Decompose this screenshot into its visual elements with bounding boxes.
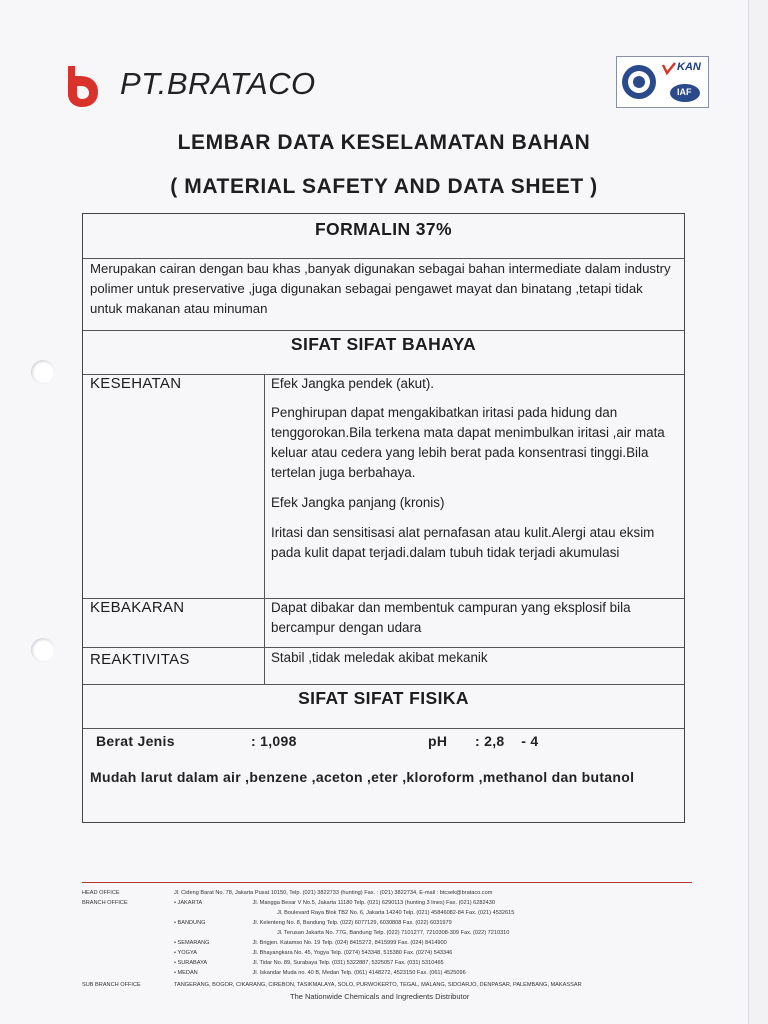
- health-chronic-text: Iritasi dan sensitisasi alat pernafasan atau kulit.Alergi atau eksim pada kulit dapat terjadi.dalam tubuh tidak terjadi akumulasi: [271, 525, 655, 560]
- fire-label: KEBAKARAN: [90, 599, 185, 616]
- branch-yogya: • YOGYA Jl. Bhayangkara No. 45, Yogya Telp. (0274) 543348, 515380 Fax. (0274) 543346: [174, 950, 453, 956]
- branch-bandung-2: Jl. Terusan Jakarta No. 77G, Bandung Telp. (022) 7101277, 7210308-309 Fax. (022) 7210310: [277, 930, 510, 936]
- reactivity-label: REAKTIVITAS: [90, 651, 190, 668]
- brataco-logo-icon: [66, 64, 100, 108]
- msds-table: [82, 213, 685, 823]
- health-details: [271, 374, 679, 563]
- branch-semarang: • SEMARANG Jl. Brigjen. Katamso No. 19 Telp. (024) 8415272, 8415999 Fax. (024) 8414900: [174, 940, 447, 946]
- health-chronic-heading: Efek Jangka panjang (kronis): [271, 495, 445, 510]
- product-name: FORMALIN 37%: [314, 219, 453, 239]
- density-label: Berat Jenis: [96, 733, 175, 749]
- company-name: PT.BRATACO: [120, 66, 316, 101]
- solubility-text: Mudah larut dalam air ,benzene ,aceton ,eter ,kloroform ,methanol dan butanol: [90, 769, 635, 785]
- head-office-address: Jl. Cideng Barat No. 78, Jakarta Pusat 10150, Telp. (021) 3822733 (hunting) Fax. : (021) 3822734, E-mail : btcsek@brataco.com: [174, 890, 493, 896]
- sub-branch-label: SUB BRANCH OFFICE: [82, 982, 141, 988]
- branch-office-label: BRANCH OFFICE: [82, 900, 128, 906]
- reactivity-text: Stabil ,tidak meledak akibat mekanik: [271, 650, 488, 665]
- branch-bandung-1: • BANDUNG Jl. Kelenteng No. 8, Bandung Telp. (022) 6077129, 6030808 Fax. (022) 6031979: [174, 920, 452, 926]
- density-value: : 1,098: [251, 733, 297, 749]
- health-acute-heading: Efek Jangka pendek (akut).: [271, 376, 435, 391]
- branch-jakarta-2: Jl. Boulevard Raya Blok TB2 No. 6, Jakarta 14240 Telp. (021) 45846082-84 Fax. (021) 4532615: [277, 910, 515, 916]
- punch-hole-top: [31, 360, 55, 384]
- branch-medan: • MEDAN Jl. Iskandar Muda no. 40 B, Medan Telp. (061) 4148272, 4523150 Fax. (061) 4525096: [174, 970, 466, 976]
- physical-heading: SIFAT SIFAT FISIKA: [298, 688, 469, 708]
- footer-tagline: The Nationwide Chemicals and Ingredients Distributor: [290, 992, 470, 1001]
- product-description: Merupakan cairan dengan bau khas ,banyak digunakan sebagai bahan intermediate dalam industry polimer untuk preservative ,juga digunakan sebagai pengawet mayat dan binatang ,tetapi tidak untuk makanan atau minuman: [90, 261, 671, 316]
- health-label: KESEHATAN: [90, 375, 182, 392]
- certification-seal: [616, 56, 709, 108]
- title-english: ( MATERIAL SAFETY AND DATA SHEET ): [170, 175, 598, 198]
- head-office-label: HEAD OFFICE: [82, 890, 120, 896]
- sub-branch-list: TANGERANG, BOGOR, CIKARANG, CIREBON, TASIKMALAYA, SOLO, PURWOKERTO, TEGAL, MALANG, SIDOARJO, DENPASAR, PALEMBANG, MAKASSAR: [174, 982, 582, 988]
- punch-hole-bottom: [31, 638, 55, 662]
- iaf-label: IAF: [677, 87, 692, 97]
- ph-value: : 2,8 - 4: [475, 733, 539, 749]
- health-acute-text: Penghirupan dapat mengakibatkan iritasi pada hidung dan tenggorokan.Bila terkena mata dapat menimbulkan iritasi ,air mata keluar atau cedera yang lebih berat pada konsentrasi tinggi.Bila tertelan juga berbahaya.: [271, 405, 665, 480]
- ph-label: pH: [428, 733, 448, 749]
- branch-jakarta-1: • JAKARTA Jl. Mangga Besar V No.5, Jakarta 11180 Telp. (021) 6290113 (hunting 3 lines) Fax. (021) 6282430: [174, 900, 495, 906]
- fire-text: Dapat dibakar dan membentuk campuran yang eksplosif bila bercampur dengan udara: [271, 600, 631, 635]
- kan-label: KAN: [677, 61, 701, 73]
- footer-rule: [82, 882, 692, 883]
- branch-surabaya: • SURABAYA Jl. Tidar No. 89, Surabaya Telp. (031) 5322887, 5325057 Fax. (031) 5310465: [174, 960, 444, 966]
- hazard-heading: SIFAT SIFAT BAHAYA: [290, 334, 477, 354]
- title-indonesian: LEMBAR DATA KESELAMATAN BAHAN: [177, 131, 591, 154]
